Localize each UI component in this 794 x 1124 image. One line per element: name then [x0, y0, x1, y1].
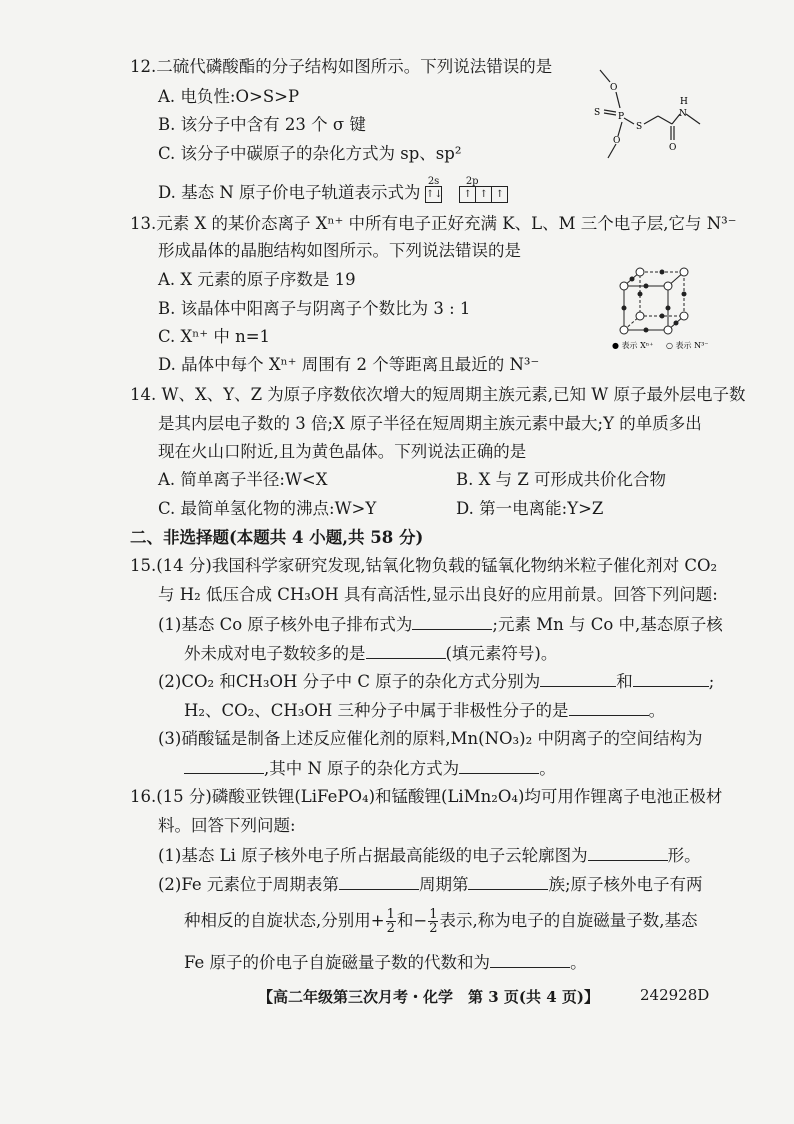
- q14-stem-1: 14. W、X、Y、Z 为原子序数依次增大的短周期主族元素,已知 W 原子最外层电子数: [130, 385, 746, 404]
- q15-stem-1: 15.(14 分)我国科学家研究发现,钴氧化物负载的锰氧化物纳米粒子催化剂对 CO₂: [130, 556, 718, 575]
- answer-blank[interactable]: [366, 642, 446, 659]
- q16-part-2-line-1: [158, 873, 703, 896]
- q16-p2h: 。: [570, 953, 587, 972]
- q16-p1b: 形。: [667, 846, 701, 865]
- mol-h-label: H: [680, 97, 688, 107]
- q16-part-2-line-2: [184, 908, 697, 935]
- molecule-structure-image: [580, 68, 720, 178]
- q14-option-a: A. 简单离子半径:W<X: [158, 470, 328, 489]
- q15-p2c: ;: [708, 672, 715, 691]
- frac-num: 1: [386, 907, 395, 922]
- q15-part-2-line-2: [184, 699, 665, 722]
- q12-option-a: A. 电负性:O>S>P: [158, 87, 300, 106]
- answer-blank[interactable]: [184, 757, 264, 774]
- q16-p2g: Fe 原子的价电子自旋磁量子数的代数和为: [184, 953, 491, 972]
- mol-s1-label: S: [594, 108, 601, 118]
- answer-blank[interactable]: [569, 699, 649, 716]
- answer-blank[interactable]: [468, 873, 548, 890]
- fraction-half-negative: [428, 908, 438, 935]
- frac-den: 2: [386, 921, 395, 936]
- q16-p2c: 族;原子核外电子有两: [548, 875, 703, 894]
- fraction-half-positive: [386, 908, 396, 935]
- q13-option-a: A. X 元素的原子序数是 19: [158, 270, 356, 289]
- q15-part-3-line-1: (3)硝酸锰是制备上述反应催化剂的原料,Mn(NO₃)₂ 中阴离子的空间结构为: [158, 729, 703, 748]
- orbital-2p-box-1: ↑: [459, 186, 476, 203]
- frac-den: 2: [429, 921, 438, 936]
- q12-option-c: C. 该分子中碳原子的杂化方式为 sp、sp²: [158, 144, 462, 163]
- q16-stem-2: 料。回答下列问题:: [158, 816, 296, 835]
- section-2-heading: 二、非选择题(本题共 4 小题,共 58 分): [130, 528, 424, 547]
- q15-p2d: H₂、CO₂、CH₃OH 三种分子中属于非极性分子的是: [184, 701, 569, 720]
- legend-cation: ● 表示 Xⁿ⁺: [612, 341, 654, 350]
- q15-p3c: 。: [539, 759, 556, 778]
- q15-p1c: 外未成对电子数较多的是: [184, 644, 366, 663]
- legend-anion: ○ 表示 N³⁻: [666, 341, 709, 350]
- orbital-diagram: [425, 175, 509, 205]
- q15-p1d: (填元素符号)。: [445, 644, 558, 663]
- q12-option-b: B. 该分子中含有 23 个 σ 键: [158, 115, 366, 134]
- answer-blank[interactable]: [459, 757, 539, 774]
- q14-stem-2: 是其内层电子数的 3 倍;X 原子半径在短周期主族元素中最大;Y 的单质多出: [158, 414, 702, 433]
- q16-p2a: (2)Fe 元素位于周期表第: [158, 875, 339, 894]
- footer-title: 【高二年级第三次月考・化学 第 3 页(共 4 页)】: [258, 988, 599, 1006]
- orbital-2p-box-3: ↑: [491, 186, 508, 203]
- q16-p2f: 表示,称为电子的自旋磁量子数,基态: [439, 911, 698, 930]
- orbital-2s-label: 2s: [427, 175, 440, 187]
- orbital-2s-box: ↑↓: [425, 186, 442, 203]
- q15-p1b: ;元素 Mn 与 Co 中,基态原子核: [492, 615, 723, 634]
- q14-option-d: D. 第一电离能:Y>Z: [456, 499, 604, 518]
- q16-part-1: [158, 844, 701, 867]
- q15-p2a: (2)CO₂ 和CH₃OH 分子中 C 原子的杂化方式分别为: [158, 672, 541, 691]
- q16-p2d: 种相反的自旋状态,分别用+: [184, 911, 385, 930]
- q15-p3b: ,其中 N 原子的杂化方式为: [264, 759, 460, 778]
- q15-part-1-line-2: [184, 642, 557, 665]
- q13-stem-2: 形成晶体的晶胞结构如图所示。下列说法错误的是: [158, 241, 521, 260]
- answer-blank[interactable]: [633, 670, 709, 687]
- answer-blank[interactable]: [490, 951, 570, 968]
- answer-blank[interactable]: [588, 844, 668, 861]
- q15-p2b: 和: [616, 672, 633, 691]
- q16-p2b: 周期第: [418, 875, 469, 894]
- q13-stem-1: 13.元素 X 的某价态离子 Xⁿ⁺ 中所有电子正好充满 K、L、M 三个电子层,它与 N³⁻: [130, 214, 737, 233]
- q14-stem-3: 现在火山口附近,且为黄色晶体。下列说法正确的是: [158, 442, 527, 461]
- mol-o3-label: O: [669, 143, 677, 153]
- q16-p2e: 和−: [396, 911, 428, 930]
- q15-p1a: (1)基态 Co 原子核外电子排布式为: [158, 615, 413, 634]
- mol-s2-label: S: [636, 122, 643, 132]
- q12-option-d-text: D. 基态 N 原子价电子轨道表示式为: [158, 183, 421, 202]
- q15-p2e: 。: [648, 701, 666, 720]
- q13-option-b: B. 该晶体中阳离子与阴离子个数比为 3 : 1: [158, 299, 471, 318]
- q16-stem-1: 16.(15 分)磷酸亚铁锂(LiFePO₄)和锰酸锂(LiMn₂O₄)均可用作锂离子电池正极材: [130, 787, 723, 806]
- q16-p1a: (1)基态 Li 原子核外电子所占据最高能级的电子云轮廓图为: [158, 846, 588, 865]
- q15-stem-2: 与 H₂ 低压合成 CH₃OH 具有高活性,显示出良好的应用前景。回答下列问题:: [158, 585, 718, 604]
- mol-o2-label: O: [613, 136, 621, 146]
- mol-p-label: P: [618, 112, 625, 122]
- q15-part-3-line-2: [184, 757, 556, 780]
- crystal-cell-image: [612, 264, 712, 354]
- q13-option-c: C. Xⁿ⁺ 中 n=1: [158, 327, 271, 346]
- q14-option-b: B. X 与 Z 可形成共价化合物: [456, 470, 667, 489]
- q12-option-d: [158, 175, 508, 205]
- answer-blank[interactable]: [339, 873, 419, 890]
- q14-option-c: C. 最简单氢化物的沸点:W>Y: [158, 499, 377, 518]
- frac-num: 1: [429, 907, 438, 922]
- mol-n-label: N: [679, 109, 687, 119]
- q15-part-1-line-1: [158, 613, 723, 636]
- orbital-2p-label: 2p: [465, 175, 479, 187]
- q16-part-2-line-3: [184, 951, 587, 974]
- answer-blank[interactable]: [540, 670, 616, 687]
- answer-blank[interactable]: [412, 613, 492, 630]
- footer-code: 242928D: [640, 986, 710, 1004]
- mol-o1-label: O: [610, 83, 618, 93]
- q12-stem: 12.二硫代磷酸酯的分子结构如图所示。下列说法错误的是: [130, 57, 553, 76]
- q13-option-d: D. 晶体中每个 Xⁿ⁺ 周围有 2 个等距离且最近的 N³⁻: [158, 355, 540, 374]
- orbital-2p-box-2: ↑: [475, 186, 492, 203]
- q15-part-2-line-1: [158, 670, 714, 693]
